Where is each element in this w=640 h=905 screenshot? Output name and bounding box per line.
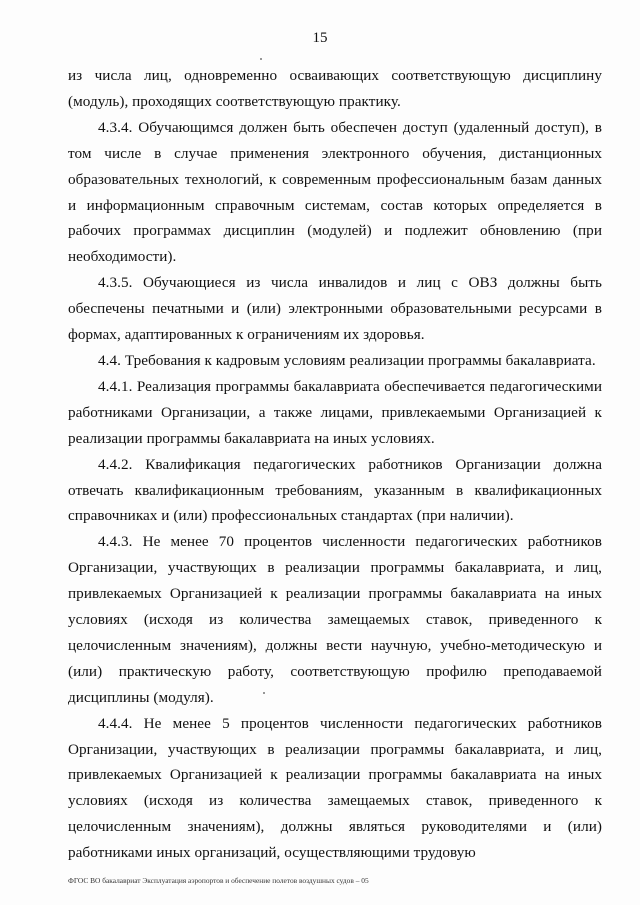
scan-speck: [263, 692, 265, 694]
scan-speck: [260, 58, 262, 60]
document-body: [68, 63, 602, 866]
page-number: 15: [312, 30, 328, 46]
page-footer: ФГОС ВО бакалавриат Эксплуатация аэропортов и обеспечение полетов воздушных судов – 05: [68, 876, 369, 885]
paragraph-continuation: из числа лиц, одновременно осваивающих соответствующую дисциплину (модуль), проходящих соответствующую практику.: [68, 67, 602, 110]
paragraph-4-4-heading: 4.4. Требования к кадровым условиям реализации программы бакалавриата.: [98, 351, 596, 369]
paragraph-4-4-4: 4.4.4. Не менее 5 процентов численности педагогических работников Организации, участвующих в реализации программы бакалавриата, и лиц, привлекаемых Организацией к реализации программы бакалавриата на иных условиях (исходя из количества замещаемых ставок, приведенного к целочисленным значениям), должны являться руководителями и (или) работниками иных организаций, осуществляющими трудовую: [68, 714, 602, 862]
paragraph-4-4-2: 4.4.2. Квалификация педагогических работников Организации должна отвечать квалификационным требованиям, указанным в квалификационных справочниках и (или) профессиональных стандартах (при наличии).: [68, 455, 602, 525]
paragraph-4-4-3: 4.4.3. Не менее 70 процентов численности педагогических работников Организации, участвующих в реализации программы бакалавриата, и лиц, привлекаемых Организацией к реализации программы бакалавриата на иных условиях (исходя из количества замещаемых ставок, приведенного к целочисленным значениям), должны вести научную, учебно-методическую и (или) практическую работу, соответствующую профилю преподаваемой дисциплины (модуля).: [68, 533, 602, 706]
paragraph-4-3-4: 4.3.4. Обучающимся должен быть обеспечен доступ (удаленный доступ), в том числе в случае применения электронного обучения, дистанционных образовательных технологий, к современным профессиональным базам данных и информационным справочным системам, состав которых определяется в рабочих программах дисциплин (модулей) и подлежит обновлению (при необходимости).: [68, 118, 602, 266]
paragraph-4-3-5: 4.3.5. Обучающиеся из числа инвалидов и лиц с ОВЗ должны быть обеспечены печатными и (или) электронными образовательными ресурсами в формах, адаптированных к ограничениям их здоровья.: [68, 274, 602, 344]
paragraph-4-4-1: 4.4.1. Реализация программы бакалавриата обеспечивается педагогическими работниками Организации, а также лицами, привлекаемыми Организацией к реализации программы бакалавриата на иных условиях.: [68, 377, 602, 447]
